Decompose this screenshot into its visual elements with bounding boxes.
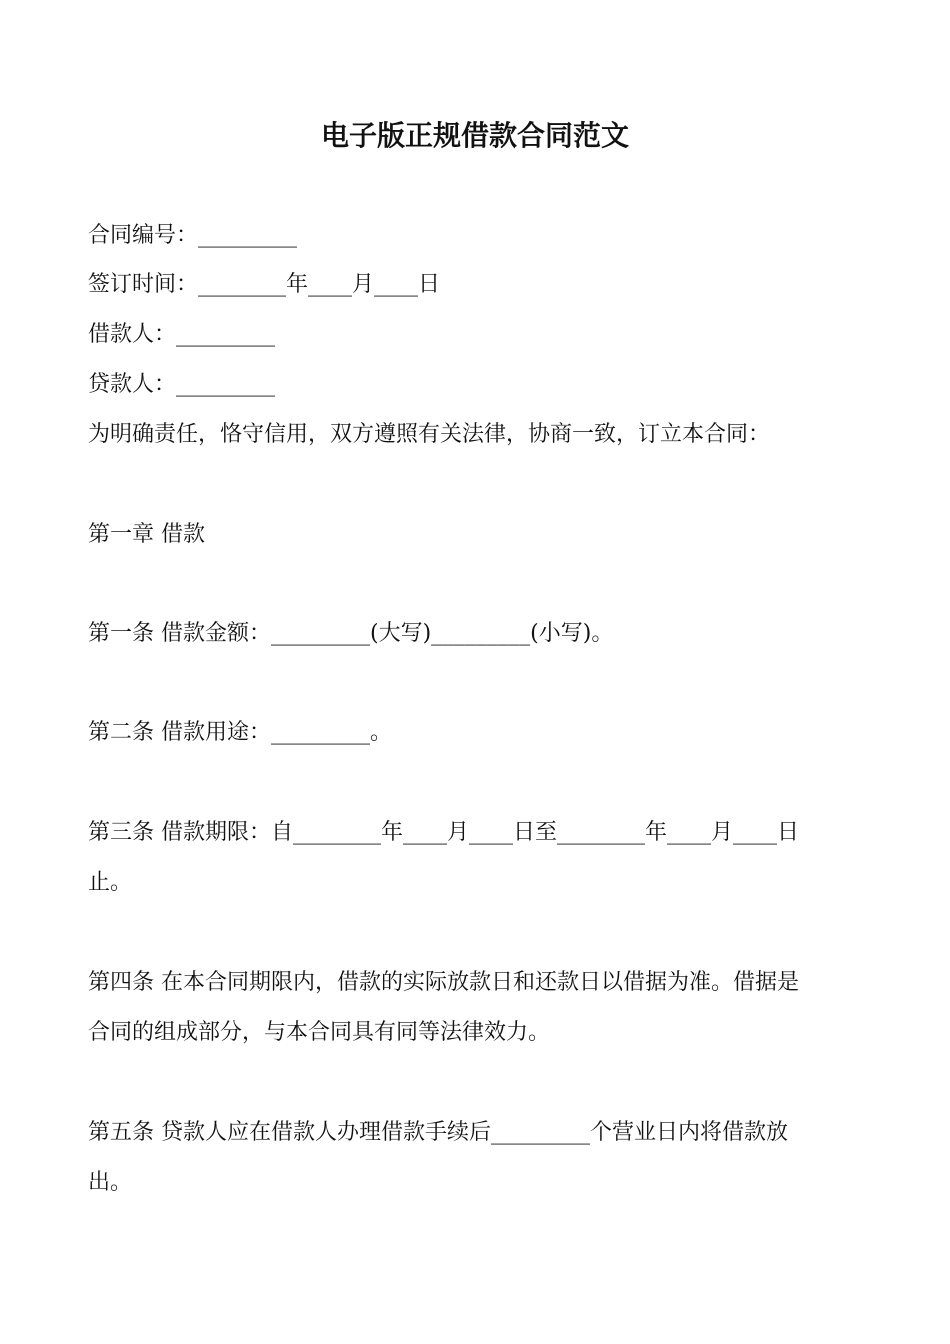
chapter-heading: 第一章 借款: [88, 522, 205, 547]
article-5-line-1: 第五条 贷款人应在借款人办理借款手续后_________个营业日内将借款放: [88, 1120, 788, 1145]
article-4-line-1: 第四条 在本合同期限内，借款的实际放款日和还款日以借据为准。借据是: [88, 970, 799, 995]
article-5-line-2: 出。: [88, 1170, 133, 1195]
article-4-line-2: 合同的组成部分，与本合同具有同等法律效力。: [88, 1020, 551, 1045]
lender-line: 贷款人：_________: [88, 372, 276, 397]
borrower-line: 借款人：_________: [88, 322, 276, 347]
article-2: 第二条 借款用途：_________。: [88, 720, 392, 745]
preamble-line: 为明确责任，恪守信用，双方遵照有关法律，协商一致，订立本合同：: [88, 422, 771, 447]
document-title: 电子版正规借款合同范文: [320, 119, 629, 152]
signing-date-line: 签订时间：________年____月____日: [88, 272, 441, 297]
contract-number-line: 合同编号：_________: [88, 223, 298, 248]
article-1: 第一条 借款金额：_________(大写)_________(小写)。: [88, 621, 614, 646]
article-3-line-1: 第三条 借款期限：自________年____月____日至________年____月____日: [88, 820, 799, 845]
article-3-line-2: 止。: [88, 870, 133, 895]
